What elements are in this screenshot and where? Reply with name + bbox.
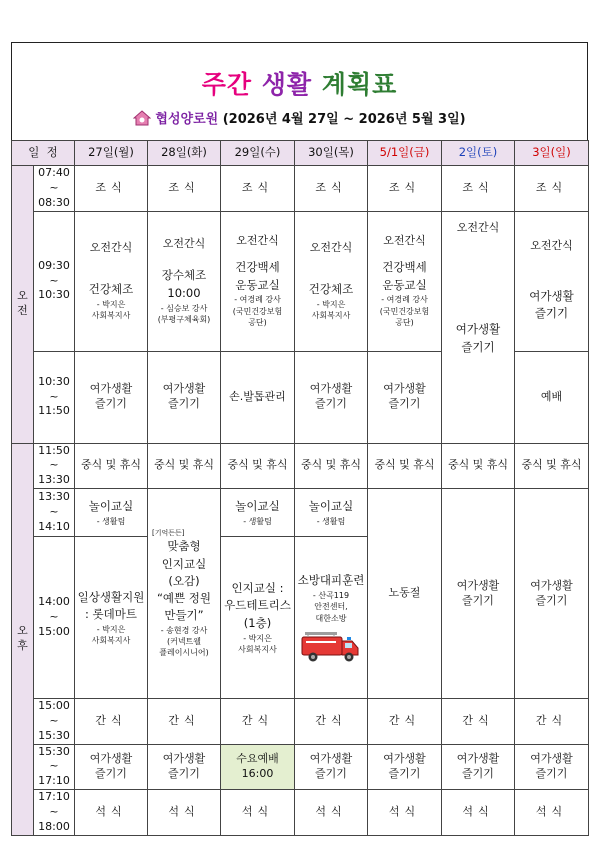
dinner-cell: 석식: [368, 790, 442, 836]
lunch-cell: 중식 및 휴식: [442, 443, 515, 489]
sat-morning-cell: [442, 211, 515, 443]
pm-snack-cell: 간식: [368, 699, 442, 745]
fri-morning-note: - 여경례 강사 (국민건강보험 공단): [379, 295, 430, 327]
mon-morning-title: 건강체조: [88, 282, 134, 297]
mon-life-support-title: 일상생활지원 : 롯데마트: [77, 589, 145, 622]
pm-period-label: 오 후: [12, 443, 34, 835]
sun-late-leisure: 여가생활 즐기기: [515, 744, 589, 790]
pm-snack-cell: 간식: [221, 699, 295, 745]
thu-morning-note: - 박지은 사회복지사: [311, 300, 351, 321]
wed-cognitive-title: 인지교실 : 우드테트리스 (1층): [224, 580, 291, 631]
wed-morning-cell: [221, 211, 295, 351]
tue-cognitive-class: [148, 489, 221, 699]
fri-late-leisure: 여가생활 즐기기: [368, 744, 442, 790]
tue-cognitive-note: - 송현경 강사 (커넥트웰 플레이시니어): [159, 625, 209, 657]
dinner-row: [12, 790, 589, 836]
time-slot: 11:50 ~ 13:30: [34, 443, 75, 489]
title-box: [11, 42, 588, 140]
subtitle: [12, 108, 587, 130]
lunch-cell: 중식 및 휴식: [221, 443, 295, 489]
pm-snack-cell: 간식: [295, 699, 368, 745]
thu-play-note: - 생활팀: [316, 516, 346, 526]
time-slot: 09:30 ~ 10:30: [34, 211, 75, 351]
fire-truck-icon: [300, 627, 362, 663]
breakfast-row: [12, 166, 589, 212]
sat-morning-leisure: 여가생활 즐기기: [455, 322, 501, 355]
wed-worship: 수요예배 16:00: [221, 744, 295, 790]
mon-late-leisure: 여가생활 즐기기: [75, 744, 148, 790]
pm-snack-cell: 간식: [148, 699, 221, 745]
wed-morning-title: 건강백세 운동교실: [235, 259, 280, 292]
org-logo-icon: [133, 110, 151, 130]
breakfast-cell: 조식: [221, 166, 295, 212]
time-slot: 15:00 ~ 15:30: [34, 699, 75, 745]
am-snack: 오전간식: [456, 220, 500, 234]
fri-morning-title: 건강백세 운동교실: [382, 259, 427, 292]
dinner-cell: 석식: [75, 790, 148, 836]
wed-nail-care: 손.발톱관리: [221, 351, 295, 443]
time-slot: 15:30 ~ 17:10: [34, 744, 75, 790]
thu-fire-drill-title: 소방대피훈련: [297, 573, 365, 588]
wed-play-title: 놀이교실: [235, 499, 280, 514]
thu-morning-title: 건강체조: [308, 282, 354, 297]
breakfast-cell: 조식: [75, 166, 148, 212]
title-part-3: 계획표: [321, 70, 398, 99]
sun-worship: 예배: [515, 351, 589, 443]
wed-cognitive-class: [221, 537, 295, 699]
sun-pm-leisure: 여가생활 즐기기: [515, 489, 589, 699]
day-header-mon: 27일(월): [75, 141, 148, 166]
sat-late-leisure: 여가생활 즐기기: [442, 744, 515, 790]
breakfast-cell: 조식: [442, 166, 515, 212]
wed-play-note: - 생활팀: [243, 516, 272, 526]
header-row: [12, 141, 589, 166]
page-title: [12, 65, 587, 101]
dinner-cell: 석식: [221, 790, 295, 836]
dinner-cell: 석식: [295, 790, 368, 836]
mon-morning-cell: [75, 211, 148, 351]
thu-late-leisure: 여가생활 즐기기: [295, 744, 368, 790]
tue-late-leisure: 여가생활 즐기기: [148, 744, 221, 790]
tue-morning-cell: [148, 211, 221, 351]
fri-labor-day: 노동절: [368, 489, 442, 699]
period-range: (2026년 4월 27일 ~ 2026년 5월 3일): [222, 112, 466, 127]
thu-play-class: [295, 489, 368, 537]
late-afternoon-row: [12, 744, 589, 790]
time-slot: 17:10 ~ 18:00: [34, 790, 75, 836]
lunch-row: [12, 443, 589, 489]
mon-morning-note: - 박지은 사회복지사: [91, 300, 131, 321]
title-part-1: 주간: [201, 70, 253, 99]
am-snack: 오전간식: [383, 234, 426, 248]
am-snack: 오전간식: [162, 236, 206, 250]
schedule-table: [11, 140, 589, 836]
wed-morning-note: - 여경례 강사 (국민건강보험 공단): [232, 295, 283, 327]
morning-program-row: [12, 211, 589, 351]
breakfast-cell: 조식: [515, 166, 589, 212]
mon-leisure: 여가생활 즐기기: [75, 351, 148, 443]
sun-morning-leisure: 여가생활 즐기기: [529, 288, 574, 321]
day-header-sat: 2일(토): [442, 141, 515, 166]
dinner-cell: 석식: [442, 790, 515, 836]
tue-leisure: 여가생활 즐기기: [148, 351, 221, 443]
day-header-wed: 29일(수): [221, 141, 295, 166]
mon-play-note: - 생활팀: [96, 516, 126, 526]
time-slot: 07:40 ~ 08:30: [34, 166, 75, 212]
time-slot: 14:00 ~ 15:00: [34, 537, 75, 699]
day-header-fri: 5/1일(금): [368, 141, 442, 166]
mon-life-support-note: - 박지은 사회복지사: [91, 625, 131, 646]
fri-morning-cell: [368, 211, 442, 351]
pm-snack-cell: 간식: [515, 699, 589, 745]
breakfast-cell: 조식: [368, 166, 442, 212]
schedule-label: 일 정: [12, 141, 75, 166]
thu-fire-drill-note: - 산곡119 안전센터, 대한소방: [312, 591, 350, 623]
mon-play-class: [75, 489, 148, 537]
am-period-label: 오 전: [12, 166, 34, 444]
dinner-cell: 석식: [515, 790, 589, 836]
tue-tag: [기억든든]: [152, 528, 185, 537]
time-slot: 13:30 ~ 14:10: [34, 489, 75, 537]
early-afternoon-row: [12, 489, 589, 537]
day-header-sun: 3일(일): [515, 141, 589, 166]
dinner-cell: 석식: [148, 790, 221, 836]
breakfast-cell: 조식: [295, 166, 368, 212]
thu-leisure: 여가생활 즐기기: [295, 351, 368, 443]
fri-leisure: 여가생활 즐기기: [368, 351, 442, 443]
mon-play-title: 놀이교실: [88, 499, 134, 514]
lunch-cell: 중식 및 휴식: [295, 443, 368, 489]
sat-pm-leisure: 여가생활 즐기기: [442, 489, 515, 699]
time-slot: 10:30 ~ 11:50: [34, 351, 75, 443]
org-name: 협성양로원: [155, 112, 219, 127]
tue-morning-note: - 심승보 강사 (부평구체육회): [157, 304, 211, 325]
pm-snack-cell: 간식: [442, 699, 515, 745]
pm-snack-row: [12, 699, 589, 745]
day-header-tue: 28일(화): [148, 141, 221, 166]
tue-cognitive-title: 맞춤형 인지교실 (오감) “예쁜 정원 만들기”: [156, 539, 212, 623]
wed-play-class: [221, 489, 295, 537]
breakfast-cell: 조식: [148, 166, 221, 212]
lunch-cell: 중식 및 휴식: [515, 443, 589, 489]
mon-life-support: [75, 537, 148, 699]
thu-morning-cell: [295, 211, 368, 351]
title-part-2: 생활: [261, 70, 313, 99]
lunch-cell: 중식 및 휴식: [148, 443, 221, 489]
am-snack: 오전간식: [236, 234, 279, 248]
lunch-cell: 중식 및 휴식: [75, 443, 148, 489]
wed-cognitive-note: - 박지은 사회복지사: [238, 634, 277, 655]
day-header-thu: 30일(목): [295, 141, 368, 166]
thu-play-title: 놀이교실: [308, 499, 354, 514]
sun-morning-cell: [515, 211, 589, 351]
pm-snack-cell: 간식: [75, 699, 148, 745]
thu-fire-drill: [295, 537, 368, 699]
tue-morning-title: 장수체조 10:00: [161, 268, 207, 301]
am-snack: 오전간식: [89, 240, 133, 254]
lunch-cell: 중식 및 휴식: [368, 443, 442, 489]
am-snack: 오전간식: [530, 238, 573, 252]
am-snack: 오전간식: [309, 240, 353, 254]
